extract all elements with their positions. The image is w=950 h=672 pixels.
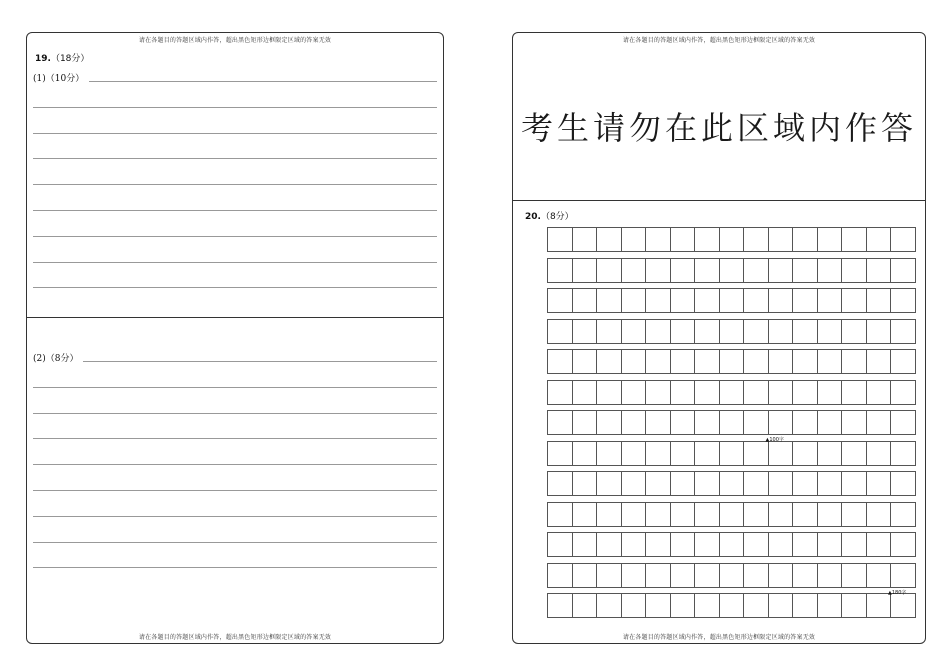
grid-cell[interactable] [596,410,622,435]
grid-cell[interactable] [694,532,720,557]
grid-cell[interactable] [719,593,745,618]
grid-cell[interactable] [768,471,794,496]
grid-cell[interactable] [645,227,671,252]
grid-cell[interactable] [670,410,696,435]
grid-cell[interactable] [743,593,769,618]
grid-cell[interactable] [596,227,622,252]
grid-cell[interactable] [719,410,745,435]
q19-title [35,51,89,64]
grid-cell[interactable] [645,410,671,435]
grid-cell[interactable] [792,593,818,618]
grid-cell[interactable] [719,319,745,344]
grid-cell[interactable] [670,227,696,252]
grid-cell[interactable] [596,563,622,588]
grid-cell[interactable] [743,380,769,405]
answer-line[interactable] [33,262,437,263]
grid-cell[interactable] [866,502,892,527]
grid-cell[interactable] [841,593,867,618]
grid-cell[interactable] [670,319,696,344]
grid-cell[interactable] [890,532,916,557]
grid-cell[interactable] [572,532,598,557]
grid-cell[interactable] [645,593,671,618]
grid-cell[interactable] [670,502,696,527]
grid-cell[interactable] [645,471,671,496]
grid-cell[interactable] [866,319,892,344]
grid-cell[interactable] [547,410,573,435]
q20-title [525,209,574,222]
answer-line[interactable] [89,81,437,82]
grid-cell[interactable] [841,380,867,405]
grid-cell[interactable] [694,563,720,588]
grid-cell[interactable] [621,349,647,374]
grid-cell[interactable] [768,502,794,527]
grid-cell[interactable] [596,471,622,496]
grid-cell[interactable] [841,258,867,283]
grid-cell[interactable] [547,532,573,557]
word-count-mark: ▲100字 [765,437,784,443]
grid-cell[interactable] [743,258,769,283]
restricted-area-divider [513,200,925,201]
grid-cell[interactable] [572,441,598,466]
grid-cell[interactable] [866,563,892,588]
answer-line[interactable] [33,158,437,159]
grid-cell[interactable] [792,380,818,405]
grid-cell[interactable] [743,227,769,252]
grid-cell[interactable] [817,563,843,588]
grid-cell[interactable] [670,471,696,496]
grid-cell[interactable] [694,349,720,374]
grid-cell[interactable] [572,380,598,405]
grid-cell[interactable] [694,593,720,618]
grid-cell[interactable] [817,349,843,374]
grid-cell[interactable] [621,532,647,557]
grid-cell[interactable] [596,441,622,466]
grid-cell[interactable] [670,532,696,557]
grid-cell[interactable] [621,258,647,283]
grid-cell[interactable] [670,441,696,466]
grid-cell[interactable] [792,319,818,344]
grid-cell[interactable] [645,288,671,313]
answer-line[interactable] [83,361,437,362]
grid-cell[interactable] [694,502,720,527]
q20-points: （8分） [540,212,574,222]
grid-cell[interactable] [596,593,622,618]
grid-cell[interactable] [792,563,818,588]
grid-cell[interactable] [743,349,769,374]
grid-cell[interactable] [694,227,720,252]
grid-cell[interactable] [670,380,696,405]
answer-line[interactable] [33,413,437,414]
grid-cell[interactable] [694,471,720,496]
grid-cell[interactable] [547,380,573,405]
grid-cell[interactable] [890,593,916,618]
grid-cell[interactable] [768,563,794,588]
grid-cell[interactable] [645,563,671,588]
grid-cell[interactable] [866,227,892,252]
grid-cell[interactable] [596,319,622,344]
grid-cell[interactable] [547,502,573,527]
grid-cell[interactable] [694,380,720,405]
grid-cell[interactable] [621,563,647,588]
grid-cell[interactable] [572,593,598,618]
grid-cell[interactable] [621,471,647,496]
grid-cell[interactable] [866,441,892,466]
grid-cell[interactable] [792,227,818,252]
grid-cell[interactable] [670,288,696,313]
grid-cell[interactable] [768,319,794,344]
grid-cell[interactable] [743,319,769,344]
grid-cell[interactable] [694,288,720,313]
grid-cell[interactable] [596,502,622,527]
grid-cell[interactable] [743,441,769,466]
grid-cell[interactable] [719,532,745,557]
answer-line[interactable] [33,490,437,491]
grid-cell[interactable] [596,258,622,283]
grid-cell[interactable] [841,563,867,588]
grid-cell[interactable] [866,593,892,618]
grid-cell[interactable] [621,380,647,405]
grid-cell[interactable] [768,593,794,618]
grid-cell[interactable] [792,502,818,527]
notice-top: 请在各题目的答题区域内作答，超出黑色矩形边框限定区域的答案无效 [622,37,816,44]
grid-cell[interactable] [768,441,794,466]
grid-cell[interactable] [645,441,671,466]
grid-cell[interactable] [890,227,916,252]
grid-cell[interactable] [572,258,598,283]
answer-line[interactable] [33,184,437,185]
grid-cell[interactable] [890,410,916,435]
grid-cell[interactable] [572,502,598,527]
grid-cell[interactable] [694,258,720,283]
answer-line[interactable] [33,516,437,517]
grid-cell[interactable] [645,380,671,405]
grid-cell[interactable] [547,441,573,466]
grid-cell[interactable] [890,319,916,344]
grid-cell[interactable] [694,441,720,466]
grid-cell[interactable] [547,349,573,374]
grid-cell[interactable] [621,593,647,618]
grid-cell[interactable] [768,258,794,283]
grid-cell[interactable] [866,349,892,374]
grid-cell[interactable] [547,227,573,252]
grid-cell[interactable] [841,349,867,374]
grid-cell[interactable] [694,319,720,344]
grid-cell[interactable] [596,349,622,374]
grid-cell[interactable] [890,288,916,313]
grid-cell[interactable] [768,349,794,374]
grid-cell[interactable] [719,288,745,313]
grid-cell[interactable] [792,441,818,466]
grid-cell[interactable] [645,319,671,344]
grid-cell[interactable] [768,410,794,435]
grid-cell[interactable] [719,380,745,405]
answer-line[interactable] [33,236,437,237]
grid-cell[interactable] [866,258,892,283]
grid-cell[interactable] [817,441,843,466]
answer-line[interactable] [33,438,437,439]
answer-line[interactable] [33,287,437,288]
grid-cell[interactable] [817,288,843,313]
grid-cell[interactable] [719,441,745,466]
answer-line[interactable] [33,107,437,108]
grid-cell[interactable] [792,410,818,435]
grid-cell[interactable] [572,349,598,374]
grid-cell[interactable] [792,288,818,313]
restricted-area-text: 考生请勿在此区域内作答 [520,109,917,147]
grid-cell[interactable] [621,288,647,313]
grid-cell[interactable] [621,227,647,252]
grid-cell[interactable] [817,410,843,435]
answer-line[interactable] [33,464,437,465]
grid-cell[interactable] [743,563,769,588]
word-count-mark: ▲180字 [888,589,907,596]
grid-cell[interactable] [645,532,671,557]
grid-cell[interactable] [719,349,745,374]
grid-cell[interactable] [547,471,573,496]
grid-cell[interactable] [743,471,769,496]
grid-cell[interactable] [768,380,794,405]
grid-cell[interactable] [817,227,843,252]
grid-cell[interactable] [670,593,696,618]
grid-cell[interactable] [719,502,745,527]
grid-cell[interactable] [890,380,916,405]
grid-cell[interactable] [547,288,573,313]
grid-cell[interactable] [572,563,598,588]
grid-cell[interactable] [866,380,892,405]
answer-line[interactable] [33,567,437,568]
grid-cell[interactable] [694,410,720,435]
grid-cell[interactable] [572,471,598,496]
grid-cell[interactable] [670,563,696,588]
grid-cell[interactable] [743,410,769,435]
grid-cell[interactable] [719,258,745,283]
part1-label: (1)（10分） [33,74,85,84]
grid-cell[interactable] [792,471,818,496]
part-divider [27,317,443,318]
grid-cell[interactable] [768,227,794,252]
grid-cell[interactable] [572,410,598,435]
part2-label: (2)（8分） [33,354,79,364]
notice-bottom: 请在各题目的答题区域内作答，超出黑色矩形边框限定区域的答案无效 [622,634,816,641]
grid-cell[interactable] [817,593,843,618]
grid-cell[interactable] [621,502,647,527]
grid-cell[interactable] [890,471,916,496]
grid-cell[interactable] [817,319,843,344]
grid-cell[interactable] [719,471,745,496]
answer-sheet-right [512,32,926,644]
grid-cell[interactable] [645,502,671,527]
grid-cell[interactable] [890,258,916,283]
grid-cell[interactable] [768,288,794,313]
grid-cell[interactable] [768,532,794,557]
grid-cell[interactable] [596,532,622,557]
grid-cell[interactable] [743,502,769,527]
answer-line[interactable] [33,210,437,211]
grid-cell[interactable] [817,502,843,527]
grid-cell[interactable] [572,227,598,252]
grid-cell[interactable] [841,532,867,557]
grid-cell[interactable] [792,349,818,374]
grid-cell[interactable] [547,319,573,344]
answer-sheet-left [26,32,444,644]
grid-cell[interactable] [596,380,622,405]
grid-cell[interactable] [621,441,647,466]
grid-cell[interactable] [866,471,892,496]
grid-cell[interactable] [866,532,892,557]
grid-cell[interactable] [743,288,769,313]
grid-cell[interactable] [596,288,622,313]
grid-cell[interactable] [841,502,867,527]
grid-cell[interactable] [817,532,843,557]
notice-top: 请在各题目的答题区域内作答，超出黑色矩形边框限定区域的答案无效 [138,37,332,44]
q19-points: （18分） [50,54,90,64]
grid-cell[interactable] [817,258,843,283]
grid-cell[interactable] [670,349,696,374]
q20-number: 20. [525,212,541,222]
grid-cell[interactable] [841,410,867,435]
grid-cell[interactable] [743,532,769,557]
q19-number: 19. [35,54,51,64]
grid-cell[interactable] [841,227,867,252]
grid-cell[interactable] [866,410,892,435]
grid-cell[interactable] [547,258,573,283]
grid-cell[interactable] [841,471,867,496]
grid-cell[interactable] [792,258,818,283]
grid-cell[interactable] [841,441,867,466]
grid-cell[interactable] [621,319,647,344]
grid-cell[interactable] [817,380,843,405]
grid-cell[interactable] [890,563,916,588]
grid-cell[interactable] [890,349,916,374]
grid-cell[interactable] [890,502,916,527]
notice-bottom: 请在各题目的答题区域内作答，超出黑色矩形边框限定区域的答案无效 [138,634,332,641]
grid-cell[interactable] [670,258,696,283]
grid-cell[interactable] [572,319,598,344]
grid-cell[interactable] [890,441,916,466]
grid-cell[interactable] [621,410,647,435]
grid-cell[interactable] [792,532,818,557]
grid-cell[interactable] [645,349,671,374]
grid-cell[interactable] [841,288,867,313]
answer-line[interactable] [33,133,437,134]
grid-cell[interactable] [866,288,892,313]
answer-line[interactable] [33,542,437,543]
grid-cell[interactable] [817,471,843,496]
grid-cell[interactable] [547,593,573,618]
grid-cell[interactable] [719,563,745,588]
grid-cell[interactable] [719,227,745,252]
grid-cell[interactable] [547,563,573,588]
grid-cell[interactable] [572,288,598,313]
grid-cell[interactable] [841,319,867,344]
grid-cell[interactable] [645,258,671,283]
answer-line[interactable] [33,387,437,388]
